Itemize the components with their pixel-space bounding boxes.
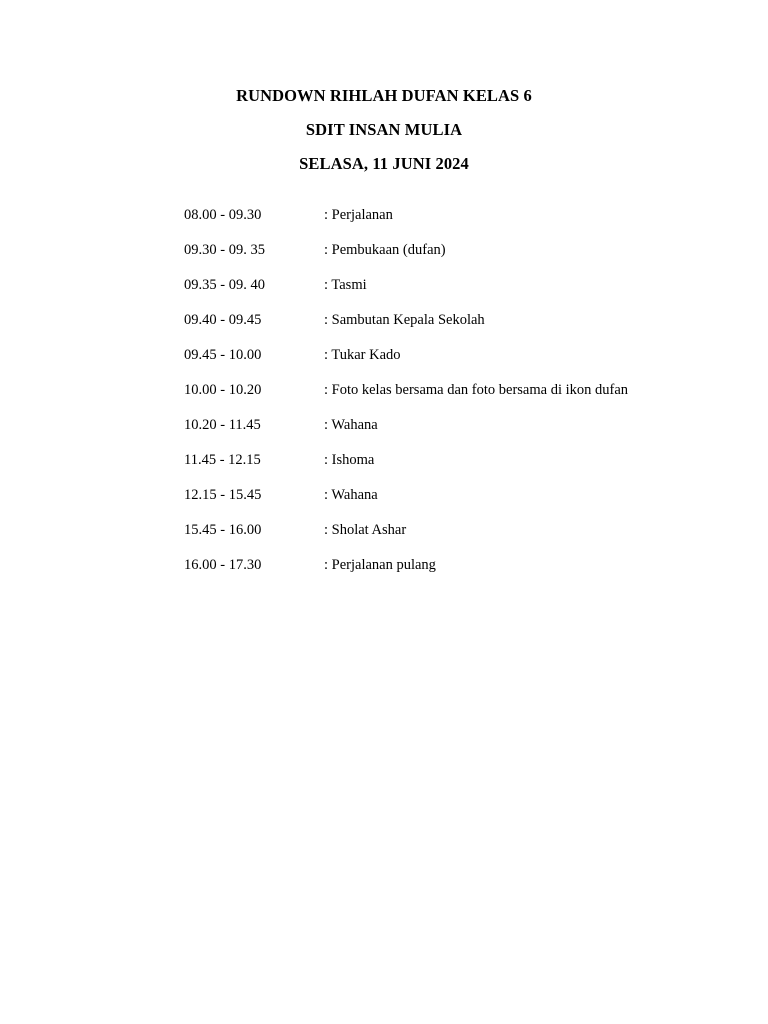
school-name: SDIT INSAN MULIA [305,120,463,139]
schedule-activity: : Perjalanan pulang [324,557,436,573]
schedule-time: 09.45 - 10.00 [184,347,262,363]
schedule-row [184,276,744,311]
schedule-time: 09.40 - 09.45 [184,312,262,328]
schedule-time: 11.45 - 12.15 [184,452,261,468]
document-title: RUNDOWN RIHLAH DUFAN KELAS 6 [236,86,532,105]
schedule-row [184,381,744,416]
schedule-row [184,416,744,451]
schedule-row [184,486,744,521]
schedule-activity: : Wahana [324,417,378,433]
schedule-activity: : Foto kelas bersama dan foto bersama di ikon dufan [324,382,629,398]
schedule-row [184,556,744,591]
schedule-row [184,241,744,276]
schedule-activity: : Tukar Kado [324,347,401,363]
schedule-time: 10.20 - 11.45 [184,417,261,433]
schedule-time: 12.15 - 15.45 [184,487,262,503]
schedule-time: 09.35 - 09. 40 [184,277,265,293]
schedule-row [184,346,744,381]
schedule-activity: : Pembukaan (dufan) [324,242,446,258]
schedule-activity: : Sholat Ashar [324,522,407,538]
schedule-activity: : Tasmi [324,277,367,293]
schedule-activity: : Sambutan Kepala Sekolah [324,312,485,328]
schedule-activity: : Wahana [324,487,378,503]
schedule-row [184,206,744,241]
document-header [0,86,768,188]
schedule-time: 08.00 - 09.30 [184,207,262,223]
schedule-time: 15.45 - 16.00 [184,522,262,538]
schedule-row [184,451,744,486]
schedule-row [184,521,744,556]
schedule-time: 16.00 - 17.30 [184,557,262,573]
event-date: SELASA, 11 JUNI 2024 [299,154,469,173]
schedule-time: 10.00 - 10.20 [184,382,262,398]
schedule-row [184,311,744,346]
schedule-list [184,206,744,591]
schedule-activity: : Ishoma [324,452,375,468]
schedule-activity: : Perjalanan [324,207,393,223]
schedule-time: 09.30 - 09. 35 [184,242,265,258]
